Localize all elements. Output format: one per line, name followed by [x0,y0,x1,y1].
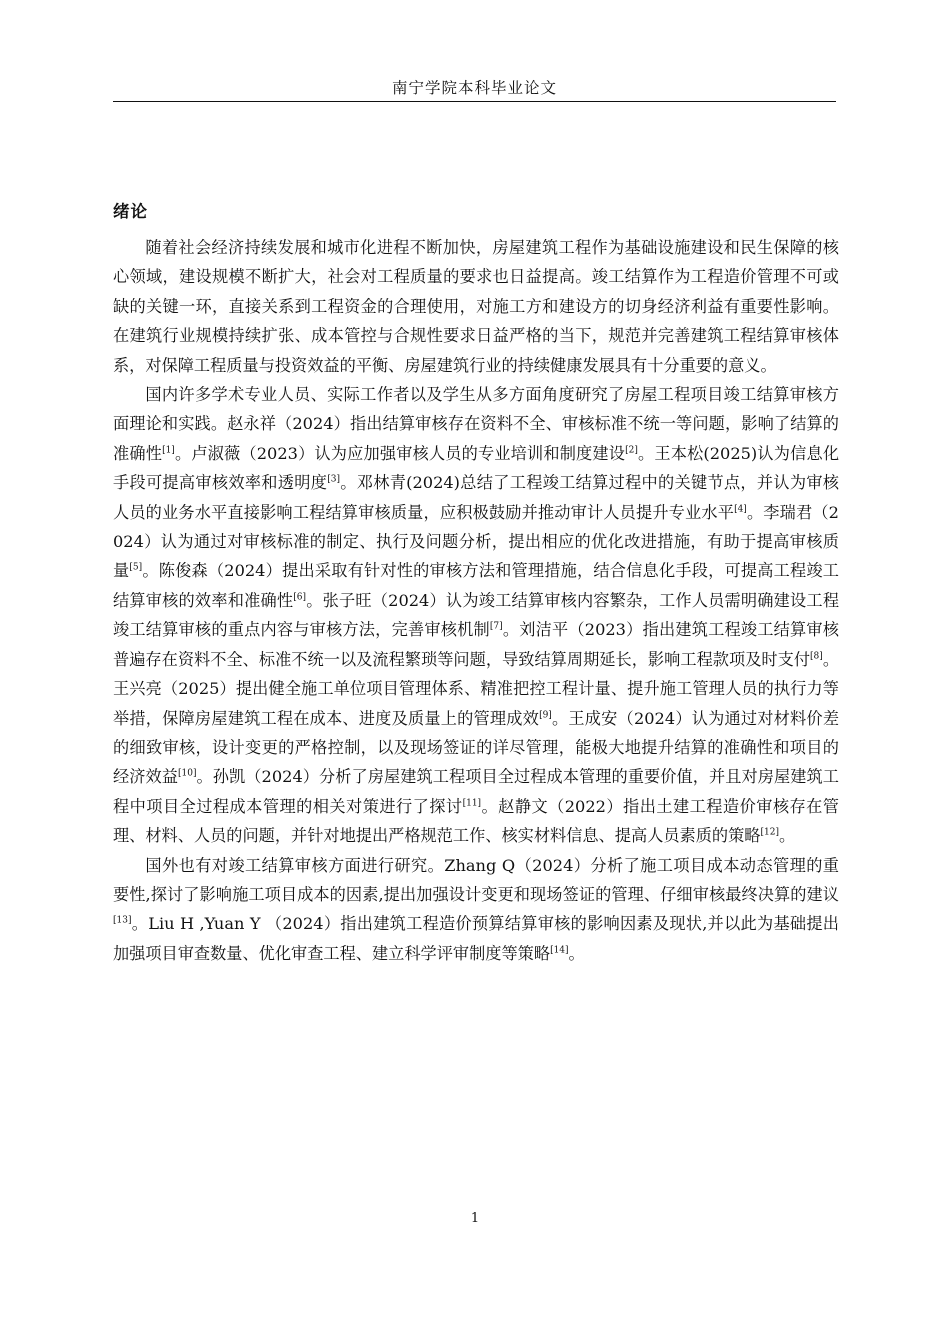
citation-ref: [12] [760,827,779,838]
paragraphs [113,233,839,968]
header-rule [113,101,836,102]
paragraph [113,233,839,380]
running-header: 南宁学院本科毕业论文 [391,79,557,97]
citation-ref: [1] [162,445,175,456]
paragraph-text: 。邓林青(2024)总结了工程竣工结算过程中的关键节点，并认为审核人员的业务水平直接影响工程结算审核质量，应积极鼓励并推动审计人员提升专业水平 [113,473,839,522]
citation-ref: [4] [734,504,747,515]
paragraph-text: 。王成安（2024）认为通过对材料价差的细致审核，设计变更的严格控制，以及现场签证的详尽管理，能极大地提升结算的准确性和项目的经济效益 [113,708,840,787]
citation-ref: [10] [178,768,197,779]
citation-ref: [8] [810,651,823,662]
citation-ref: [5] [129,563,143,574]
citation-ref: [7] [489,621,503,632]
citation-ref: [11] [462,798,482,809]
paragraph-text: 随着社会经济持续发展和城市化进程不断加快，房屋建筑工程作为基础设施建设和民生保障的核心领域，建设规模不断扩大，社会对工程质量的要求也日益提高。竣工结算作为工程造价管理不可或缺的关键一环，直接关系到工程资金的合理使用，对施工方和建设方的切身经济利益有重要性影响。在建筑行业规模持续扩张、成本管控与合规性要求日益严格的当下，规范并完善建筑工程结算审核体系，对保障工程质量与投资效益的平衡、房屋建筑行业的持续健康发展具有十分重要的意义。 [113,238,839,375]
paragraph-text: 。 [778,826,796,846]
paragraph-text: 国内许多学术专业人员、实际工作者以及学生从多方面角度研究了房屋工程项目竣工结算审核方面理论和实践。赵永祥（2024）指出结算审核存在资料不全、审核标准不统一等问题，影响了结算的准确性 [113,385,839,463]
paragraph-text: 。李瑞君（2024）认为通过对审核标准的制定、执行及问题分析，提出相应的优化改进措施，有助于提高审核质量 [113,502,839,581]
citation-ref: [3] [327,474,340,485]
paragraph-text: 。王兴亮（2025）提出健全施工单位项目管理体系、精准把控工程计量、提升施工管理人员的执行力等举措，保障房屋建筑工程在成本、进度及质量上的管理成效 [113,649,840,728]
paragraph-text: 国外也有对竣工结算审核方面进行研究。Zhang Q（2024）分析了施工项目成本动态管理的重要性,探讨了影响施工项目成本的因素,提出加强设计变更和现场签证的管理、仔细审核最终决算的建议 [113,855,839,904]
paragraph-text: 。陈俊森（2024）提出采取有针对性的审核方法和管理措施，结合信息化手段，可提高工程竣工结算审核的效率和准确性 [113,561,839,610]
citation-ref: [9] [539,710,552,721]
paragraph-text: 。刘洁平（2023）指出建筑工程竣工结算审核普遍存在资料不全、标准不统一以及流程繁琐等问题，导致结算周期延长，影响工程款项及时支付 [113,620,839,669]
citation-ref: [13] [113,915,132,926]
citation-ref: [6] [293,592,307,603]
paragraph-text: 。孙凯（2024）分析了房屋建筑工程项目全过程成本管理的重要价值，并且对房屋建筑工程中项目全过程成本管理的相关对策进行了探讨 [113,767,839,816]
paragraph-text: 。赵静文（2022）指出土建工程造价审核存在管理、材料、人员的问题，并针对地提出严格规范工作、核实材料信息、提高人员素质的策略 [113,796,839,846]
body-text [113,198,839,968]
paragraph-text: 。王本松(2025)认为信息化手段可提高审核效率和透明度 [113,443,840,493]
section-title: 绪论 [113,202,148,221]
paragraph-text: 。 [568,943,585,963]
paragraph-text: 。Liu H ,Yuan Y （2024）指出建筑工程造价预算结算审核的影响因素及现状,并以此为基础提出加强项目审查数量、优化审查工程、建立科学评审制度等策略 [113,914,839,963]
paragraph [113,851,839,969]
citation-ref: [2] [625,445,638,456]
paragraph [113,380,839,851]
citation-ref: [14] [550,945,569,956]
page-number: 1 [470,1211,480,1226]
paragraph-text: 。张子旺（2024）认为竣工结算审核内容繁杂，工作人员需明确建设工程竣工结算审核的重点内容与审核方法，完善审核机制 [113,590,840,640]
paragraph-text: 。卢淑薇（2023）认为应加强审核人员的专业培训和制度建设 [174,443,626,463]
